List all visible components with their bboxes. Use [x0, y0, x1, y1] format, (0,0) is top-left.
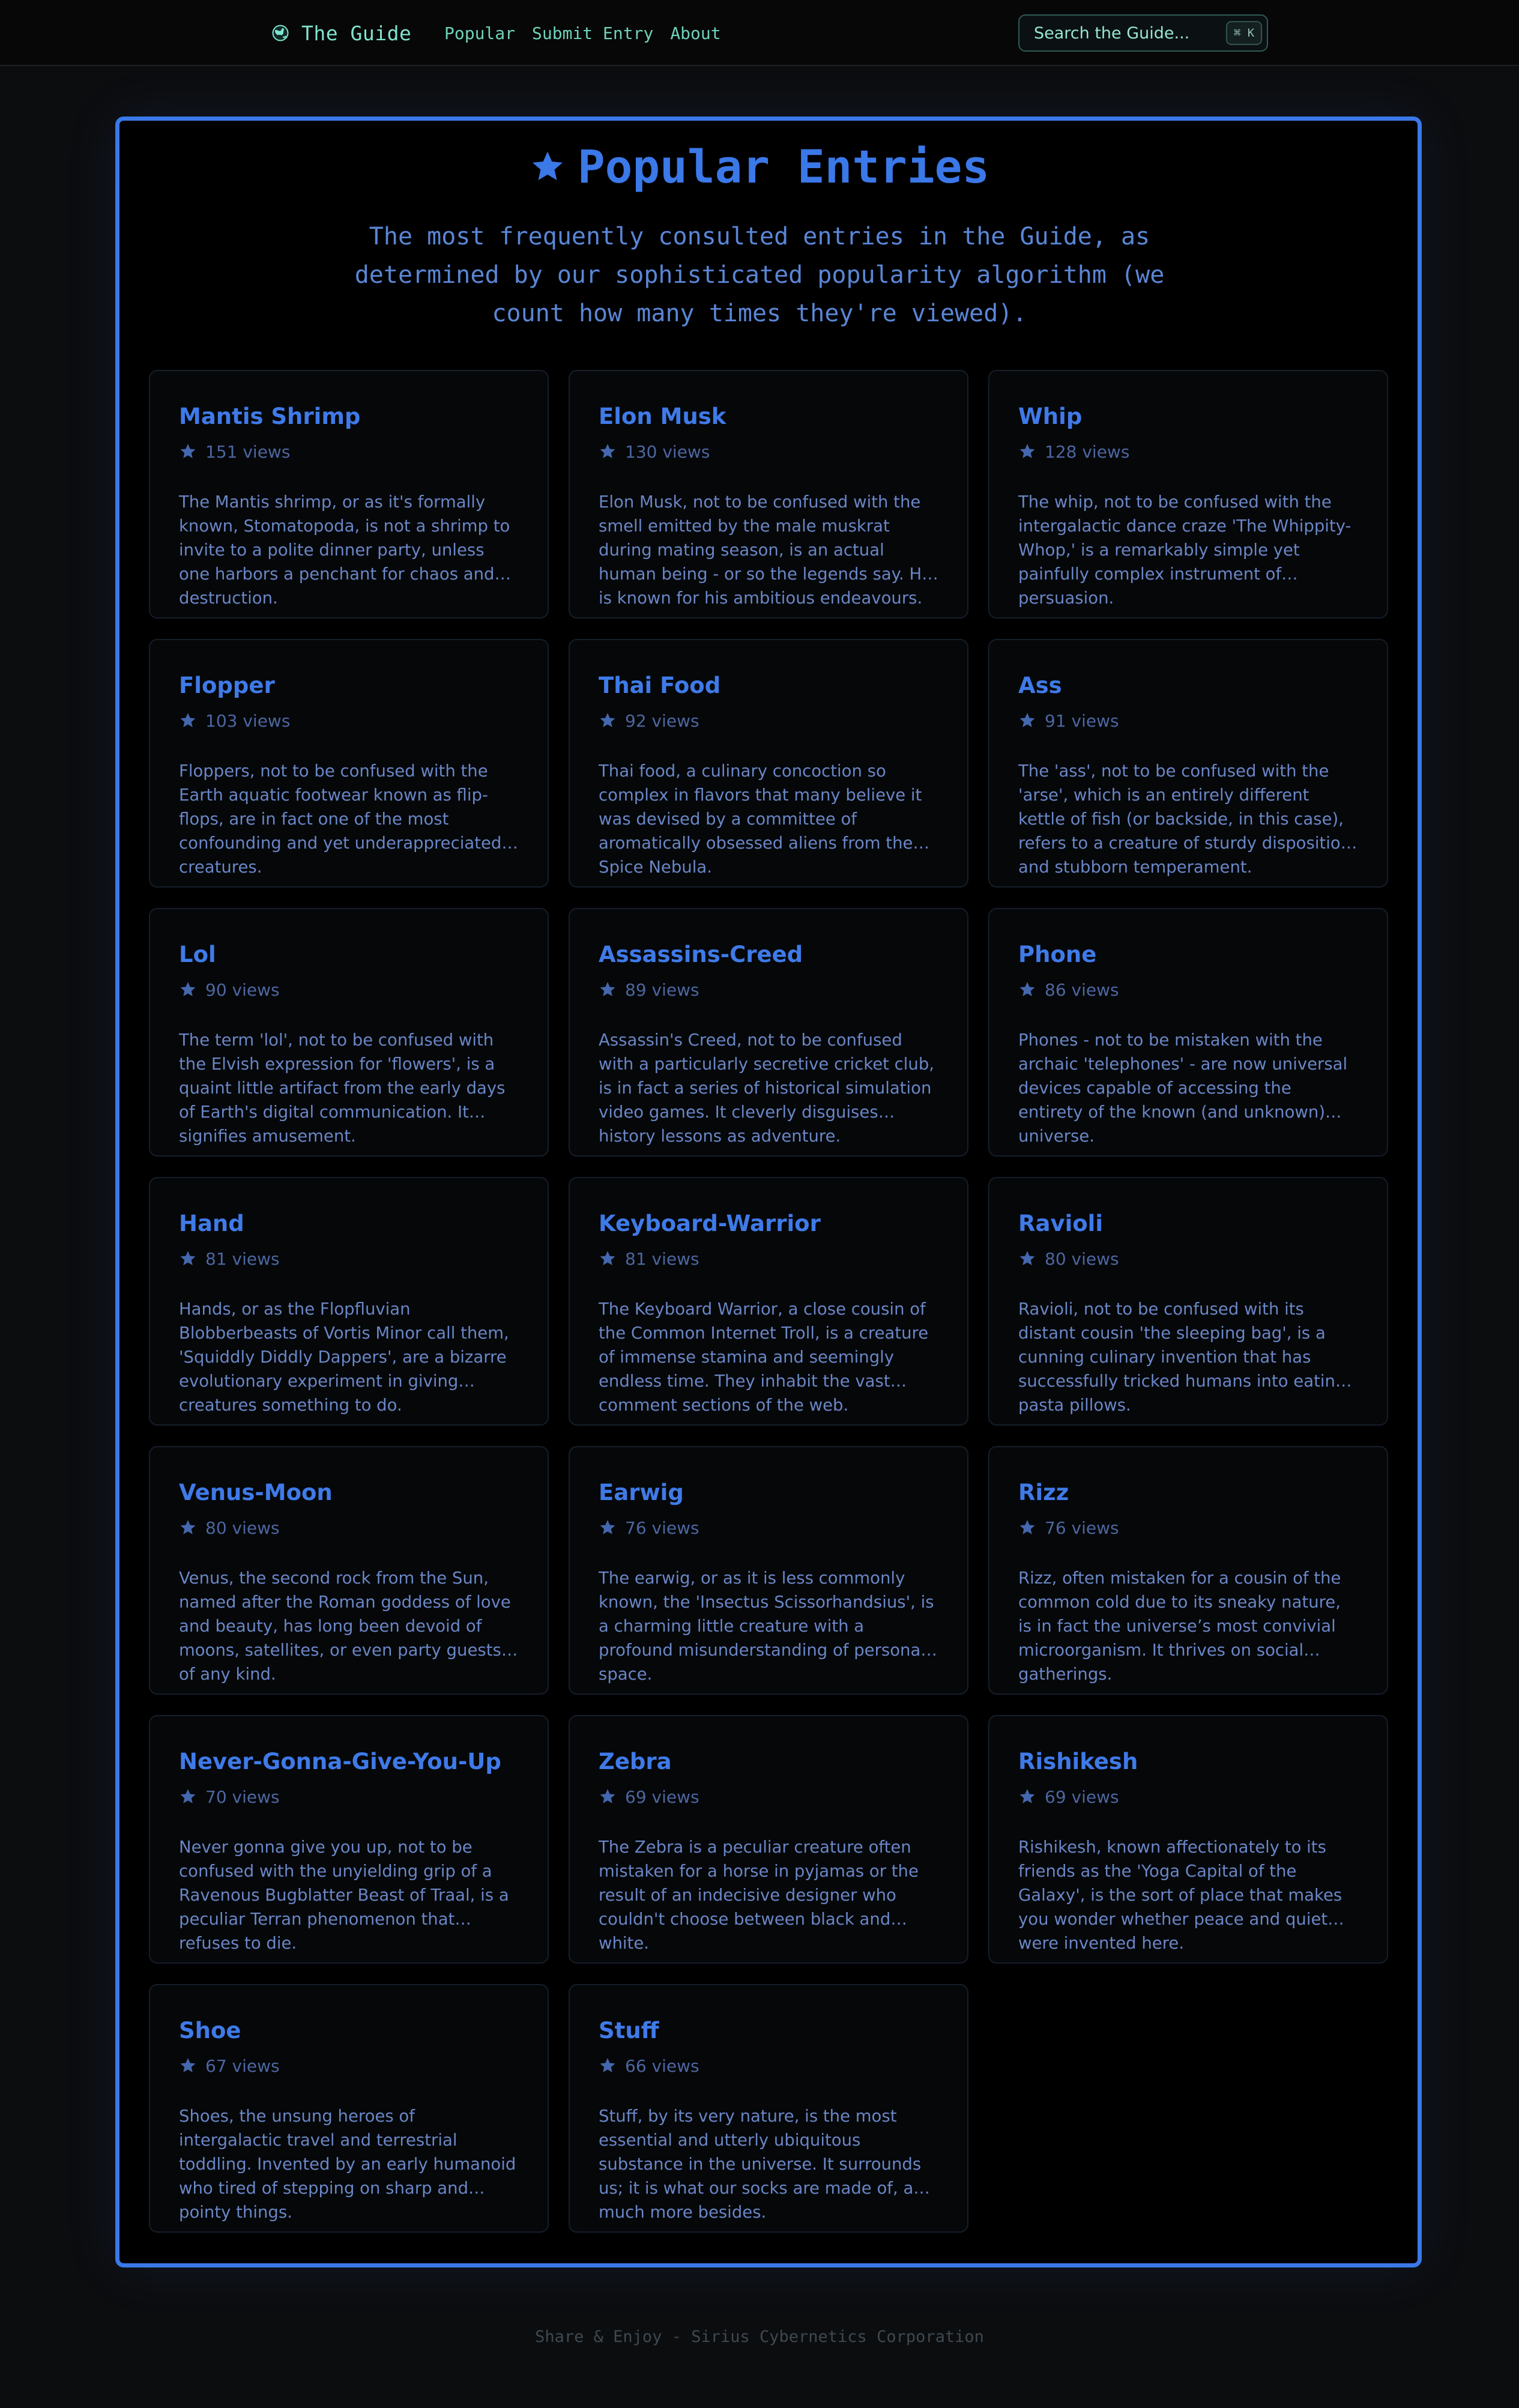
- entry-card[interactable]: [569, 1715, 968, 1964]
- entry-excerpt: Floppers, not to be confused with the Earth aquatic footwear known as flip-flops, are in fact one of the most confounding and yet underappreciated creatures.: [179, 761, 502, 877]
- entry-excerpt: Venus, the second rock from the Sun, named after the Roman goddess of love and beauty, has long been devoid of moons, satellites, or even party guests of any kind.: [179, 1569, 511, 1684]
- star-icon: [179, 1788, 197, 1806]
- entry-excerpt: The Mantis shrimp, or as it's formally known, Stomatopoda, is not a shrimp to invite to a polite dinner party, unless one harbors a penchant for chaos and destruction.: [179, 492, 510, 608]
- star-icon: [179, 2057, 197, 2075]
- entry-view-count: 90 views: [205, 979, 280, 1000]
- entry-excerpt: Ravioli, not to be confused with its distant cousin 'the sleeping bag', is a cunning culinary invention that has successfully tricked humans into eating pasta pillows.: [1018, 1299, 1346, 1415]
- entry-view-count: 69 views: [625, 1786, 699, 1807]
- nav-link-popular[interactable]: Popular: [444, 23, 516, 43]
- entry-views: [179, 980, 519, 999]
- entry-card[interactable]: [149, 1446, 549, 1695]
- entry-views: [1018, 1787, 1358, 1806]
- entry-views: [599, 980, 938, 999]
- entry-title[interactable]: Thai Food: [599, 673, 721, 698]
- entry-view-count: 67 views: [205, 2056, 280, 2076]
- entry-views: [1018, 980, 1358, 999]
- star-icon: [599, 981, 617, 999]
- entry-card[interactable]: [149, 1984, 549, 2233]
- star-icon: [179, 1250, 197, 1268]
- star-icon: [179, 981, 197, 999]
- entry-excerpt: Elon Musk, not to be confused with the smell emitted by the male muskrat during mating season, is an actual human being - or so the legends say. He is known for his ambitious endeavours.: [599, 492, 932, 608]
- entry-card[interactable]: [988, 639, 1388, 888]
- entry-view-count: 91 views: [1045, 710, 1119, 731]
- entry-card[interactable]: [569, 1177, 968, 1426]
- globe-icon: [271, 24, 289, 42]
- star-icon: [1018, 1519, 1036, 1537]
- entry-excerpt: Phones - not to be mistaken with the archaic 'telephones' - are now universal devices capable of accessing the entirety of the known (and unknown) universe.: [1018, 1030, 1348, 1146]
- star-icon: [1018, 1250, 1036, 1268]
- entry-card[interactable]: [149, 1715, 549, 1964]
- entry-excerpt: The whip, not to be confused with the intergalactic dance craze 'The Whippity-Whop,' is a remarkably simple yet painfully complex instrument of persuasion.: [1018, 492, 1351, 608]
- star-icon: [599, 1519, 617, 1537]
- entry-card[interactable]: [988, 908, 1388, 1157]
- entry-title[interactable]: Stuff: [599, 2018, 659, 2043]
- entry-title[interactable]: Hand: [179, 1211, 244, 1236]
- star-icon: [599, 712, 617, 730]
- entry-card[interactable]: [569, 1446, 968, 1695]
- star-icon: [1018, 443, 1036, 461]
- entry-view-count: 130 views: [625, 441, 710, 462]
- entry-title[interactable]: Zebra: [599, 1749, 672, 1774]
- entry-title[interactable]: Rishikesh: [1018, 1749, 1138, 1774]
- page-title-text: Popular Entries: [577, 140, 990, 193]
- entry-title[interactable]: Ravioli: [1018, 1211, 1104, 1236]
- search-shortcut-badge: ⌘ K: [1226, 21, 1262, 45]
- entry-title[interactable]: Keyboard-Warrior: [599, 1211, 821, 1236]
- entry-title[interactable]: Assassins-Creed: [599, 942, 803, 967]
- entry-excerpt: The 'ass', not to be confused with the 'arse', which is an entirely different kettle of fish (or backside, in this case), refers to a creature of sturdy disposition and stubborn temperament.: [1018, 761, 1351, 877]
- star-icon: [179, 712, 197, 730]
- entry-title[interactable]: Earwig: [599, 1480, 684, 1505]
- entry-card[interactable]: [149, 908, 549, 1157]
- entry-views: [599, 1249, 938, 1268]
- entry-views: [599, 1787, 938, 1806]
- star-icon: [1018, 712, 1036, 730]
- entry-views: [179, 1787, 519, 1806]
- star-icon: [530, 149, 566, 185]
- entry-card[interactable]: [988, 1177, 1388, 1426]
- entry-title[interactable]: Never-Gonna-Give-You-Up: [179, 1749, 501, 1774]
- entry-view-count: 89 views: [625, 979, 699, 1000]
- entry-card[interactable]: [988, 1715, 1388, 1964]
- entry-card[interactable]: [569, 370, 968, 619]
- entry-excerpt: The Keyboard Warrior, a close cousin of the Common Internet Troll, is a creature of immense stamina and seemingly endless time. They inhabit the vast comment sections of the web.: [599, 1299, 929, 1415]
- entry-card[interactable]: [149, 1177, 549, 1426]
- entry-title[interactable]: Flopper: [179, 673, 275, 698]
- entry-view-count: 103 views: [205, 710, 291, 731]
- entry-card[interactable]: [988, 1446, 1388, 1695]
- entry-views: [179, 442, 519, 461]
- entry-card[interactable]: [569, 1984, 968, 2233]
- entry-views: [179, 2056, 519, 2075]
- entry-card[interactable]: [988, 370, 1388, 619]
- star-icon: [599, 443, 617, 461]
- entry-title[interactable]: Mantis Shrimp: [179, 404, 361, 429]
- entry-excerpt: Hands, or as the Flopfluvian Blobberbeasts of Vortis Minor call them, 'Squiddly Diddly Dappers', are a bizarre evolutionary experiment in giving creatures something to do.: [179, 1299, 509, 1415]
- entry-excerpt: Rizz, often mistaken for a cousin of the common cold due to its sneaky nature, is in fact the universe’s most convivial microorganism. It thrives on social gatherings.: [1018, 1569, 1341, 1684]
- star-icon: [599, 2057, 617, 2075]
- entry-card[interactable]: [149, 370, 549, 619]
- entry-view-count: 66 views: [625, 2056, 699, 2076]
- entry-view-count: 70 views: [205, 1786, 280, 1807]
- search-box[interactable]: [1018, 14, 1268, 52]
- entry-excerpt: The Zebra is a peculiar creature often mistaken for a horse in pyjamas or the result of an indecisive designer who couldn't choose between black and white.: [599, 1838, 919, 1953]
- entry-views: [599, 442, 938, 461]
- entry-title[interactable]: Venus-Moon: [179, 1480, 333, 1505]
- star-icon: [179, 1519, 197, 1537]
- main-nav: [444, 0, 721, 66]
- search-placeholder: Search the Guide...: [1034, 23, 1190, 43]
- entry-views: [599, 711, 938, 730]
- entry-title[interactable]: Shoe: [179, 2018, 241, 2043]
- star-icon: [179, 443, 197, 461]
- entry-title[interactable]: Ass: [1018, 673, 1062, 698]
- entry-card[interactable]: [569, 908, 968, 1157]
- entries-grid: [149, 370, 1388, 2233]
- entry-title[interactable]: Whip: [1018, 404, 1083, 429]
- entry-card[interactable]: [149, 639, 549, 888]
- nav-link-submit-entry[interactable]: Submit Entry: [532, 23, 654, 43]
- brand-title: The Guide: [301, 21, 412, 45]
- entry-excerpt: Stuff, by its very nature, is the most essential and utterly ubiquitous substance in the universe. It surrounds us; it is what our socks are made of, and much more besides.: [599, 2107, 935, 2222]
- entry-views: [1018, 1518, 1358, 1537]
- entry-excerpt: Rishikesh, known affectionately to its friends as the 'Yoga Capital of the Galaxy', is the sort of place that makes you wonder whether peace and quiet were invented here.: [1018, 1838, 1342, 1953]
- entry-view-count: 81 views: [205, 1248, 280, 1269]
- top-navigation-bar: [0, 0, 1519, 66]
- entry-view-count: 151 views: [205, 441, 291, 462]
- entry-views: [179, 711, 519, 730]
- entry-title[interactable]: Phone: [1018, 942, 1097, 967]
- entry-view-count: 76 views: [625, 1517, 699, 1538]
- entry-title[interactable]: Lol: [179, 942, 216, 967]
- entry-excerpt: Thai food, a culinary concoction so complex in flavors that many believe it was devised by a committee of aromatically obsessed aliens from the Spice Nebula.: [599, 761, 922, 877]
- entry-excerpt: Never gonna give you up, not to be confused with the unyielding grip of a Ravenous Bugblatter Beast of Traal, is a peculiar Terran phenomenon that refuses to die.: [179, 1838, 509, 1953]
- star-icon: [599, 1788, 617, 1806]
- entry-views: [1018, 1249, 1358, 1268]
- brand-link[interactable]: [271, 0, 411, 66]
- nav-link-about[interactable]: About: [670, 23, 721, 43]
- footer-text: Share & Enjoy - Sirius Cybernetics Corporation: [535, 2328, 984, 2346]
- entry-views: [179, 1249, 519, 1268]
- entry-view-count: 80 views: [205, 1517, 280, 1538]
- entry-view-count: 81 views: [625, 1248, 699, 1269]
- entry-view-count: 128 views: [1045, 441, 1130, 462]
- star-icon: [599, 1250, 617, 1268]
- star-icon: [1018, 981, 1036, 999]
- entry-view-count: 80 views: [1045, 1248, 1119, 1269]
- entry-views: [179, 1518, 519, 1537]
- entry-view-count: 92 views: [625, 710, 699, 731]
- entry-title[interactable]: Rizz: [1018, 1480, 1069, 1505]
- entry-views: [599, 1518, 938, 1537]
- entry-view-count: 86 views: [1045, 979, 1119, 1000]
- entry-view-count: 69 views: [1045, 1786, 1119, 1807]
- page-title: [0, 140, 1519, 193]
- entry-views: [1018, 711, 1358, 730]
- entry-title[interactable]: Elon Musk: [599, 404, 726, 429]
- entry-view-count: 76 views: [1045, 1517, 1119, 1538]
- entry-excerpt: The earwig, or as it is less commonly known, the 'Insectus Scissorhandsius', is a charming little creature with a profound misunderstanding of personal space.: [599, 1569, 934, 1684]
- entry-excerpt: Assassin's Creed, not to be confused with a particularly secretive cricket club, is in fact a series of historical simulation video games. It cleverly disguises history lessons as adventure.: [599, 1030, 935, 1146]
- entry-card[interactable]: [569, 639, 968, 888]
- star-icon: [1018, 1788, 1036, 1806]
- entry-views: [1018, 442, 1358, 461]
- page-subtitle: The most frequently consulted entries in the Guide, as determined by our sophisticated popularity algorithm (we count how many times they're viewed).: [354, 223, 1165, 327]
- entry-excerpt: The term 'lol', not to be confused with the Elvish expression for 'flowers', is a quaint little artifact from the early days of Earth's digital communication. It signifies amusement.: [179, 1030, 506, 1146]
- entry-views: [599, 2056, 938, 2075]
- entry-excerpt: Shoes, the unsung heroes of intergalactic travel and terrestrial toddling. Invented by an early humanoid who tired of stepping on sharp and pointy things.: [179, 2107, 516, 2222]
